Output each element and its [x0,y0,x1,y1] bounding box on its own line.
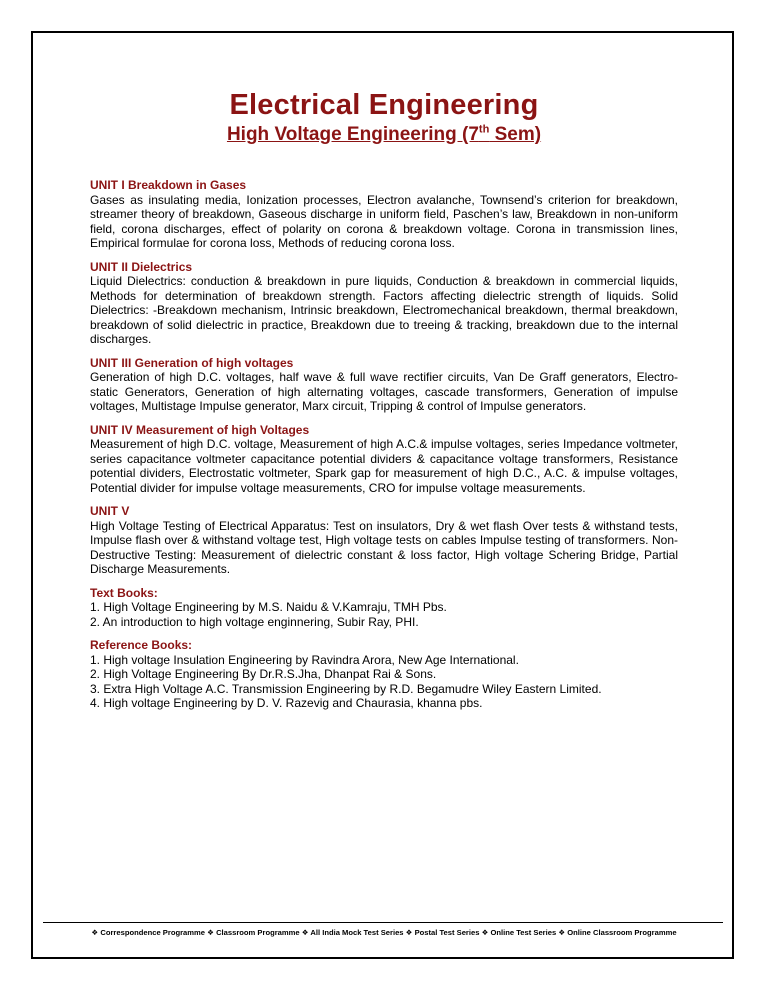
list-item: 2. High Voltage Engineering By Dr.R.S.Jha, Dhanpat Rai & Sons. [90,667,437,681]
text-books [90,586,678,630]
bullet-icon: ❖ [405,928,413,937]
unit-text: Measurement of high D.C. voltage, Measurement of high A.C.& impulse voltages, series Impedance voltmeter, series capacitance voltmeter capacitance potential dividers & capacitance voltage transformers, Resistance potential dividers, Electrostatic voltmeter, Spark gap for measurement of high D.C., A.C. & impulse voltages, Potential divider for impulse voltage measurements, CRO for impulse voltage measurements. [90,437,678,495]
reference-books [90,638,678,711]
subtitle-text: High Voltage Engineering (7 [226,124,479,145]
unit-heading: UNIT IV Measurement of high Voltages [90,422,310,437]
unit-text: Gases as insulating media, Ionization processes, Electron avalanche, Townsend’s criterion for breakdown, streamer theory of breakdown, Gaseous discharge in uniform field, Paschen’s law, Breakdown in non-uniform field, corona discharges, effect of polarity on corona & breakdown voltage. Corona in transmission lines, Empirical formulae for corona loss, Methods of reducing corona loss. [90,192,678,250]
bullet-icon: ❖ [558,928,566,937]
subtitle-text-end: Sem) [489,124,542,145]
unit-1 [90,178,678,251]
reference-books-heading: Reference Books: [90,638,193,652]
syllabus-content [90,178,678,720]
footer-item: Online Test Series [490,928,557,937]
unit-text: Liquid Dielectrics: conduction & breakdown in pure liquids, Conduction & breakdown in commercial liquids, Methods for determination of breakdown strength. Factors affecting dielectric strength of liquids. Solid Dielectrics: -Breakdown mechanism, Intrinsic breakdown, Electromechanical breakdown, thermal breakdown, breakdown of solid dielectric in practice, Breakdown due to treeing & tracking, breakdown due to the internal discharges. [90,274,678,346]
list-item: 3. Extra High Voltage A.C. Transmission Engineering by R.D. Begamudre Wiley Eastern Limited. [90,681,602,696]
unit-2 [90,260,678,347]
list-item: 2. An introduction to high voltage enginnering, Subir Ray, PHI. [90,614,419,629]
footer-item: Classroom Programme [216,928,300,937]
footer-programmes [0,928,768,937]
unit-heading: UNIT V [90,504,130,518]
unit-heading: UNIT II Dielectrics [90,259,193,274]
footer-item: Correspondence Programme [100,928,205,937]
unit-3 [90,356,678,414]
footer-divider [43,922,723,923]
unit-text: High Voltage Testing of Electrical Apparatus: Test on insulators, Dry & wet flash Over tests & withstand tests, Impulse flash over & withstand voltage test, High voltage tests on cables Impulse testing of transformers. Non-Destructive Testing: Measurement of dielectric constant & loss factor, High voltage Schering Bridge, Partial Discharge Measurements. [90,518,678,576]
page-subtitle [0,124,768,146]
unit-text: Generation of high D.C. voltages, half wave & full wave rectifier circuits, Van De Graff generators, Electro-static Generators, Generation of high alternating voltages, cascade transformers, Generation of impulse voltages, Multistage Impulse generator, Marx circuit, Tripping & control of Impulse generators. [90,370,678,413]
subtitle-superscript: th [478,123,490,136]
bullet-icon: ❖ [91,928,99,937]
text-books-heading: Text Books: [90,585,158,600]
footer-item: Postal Test Series [414,928,480,937]
unit-heading: UNIT I Breakdown in Gases [90,178,247,192]
footer-item: Online Classroom Programme [567,928,677,937]
list-item: 4. High voltage Engineering by D. V. Razevig and Chaurasia, khanna pbs. [90,696,483,710]
bullet-icon: ❖ [481,928,489,937]
bullet-icon: ❖ [301,928,309,937]
bullet-icon: ❖ [207,928,214,937]
footer-item: All India Mock Test Series [310,928,404,937]
unit-5 [90,504,678,577]
list-item: 1. High Voltage Engineering by M.S. Naidu & V.Kamraju, TMH Pbs. [90,600,447,614]
list-item: 1. High voltage Insulation Engineering by Ravindra Arora, New Age International. [90,652,519,667]
unit-4 [90,423,678,496]
page-title: Electrical Engineering [229,89,539,121]
unit-heading: UNIT III Generation of high voltages [90,355,294,370]
